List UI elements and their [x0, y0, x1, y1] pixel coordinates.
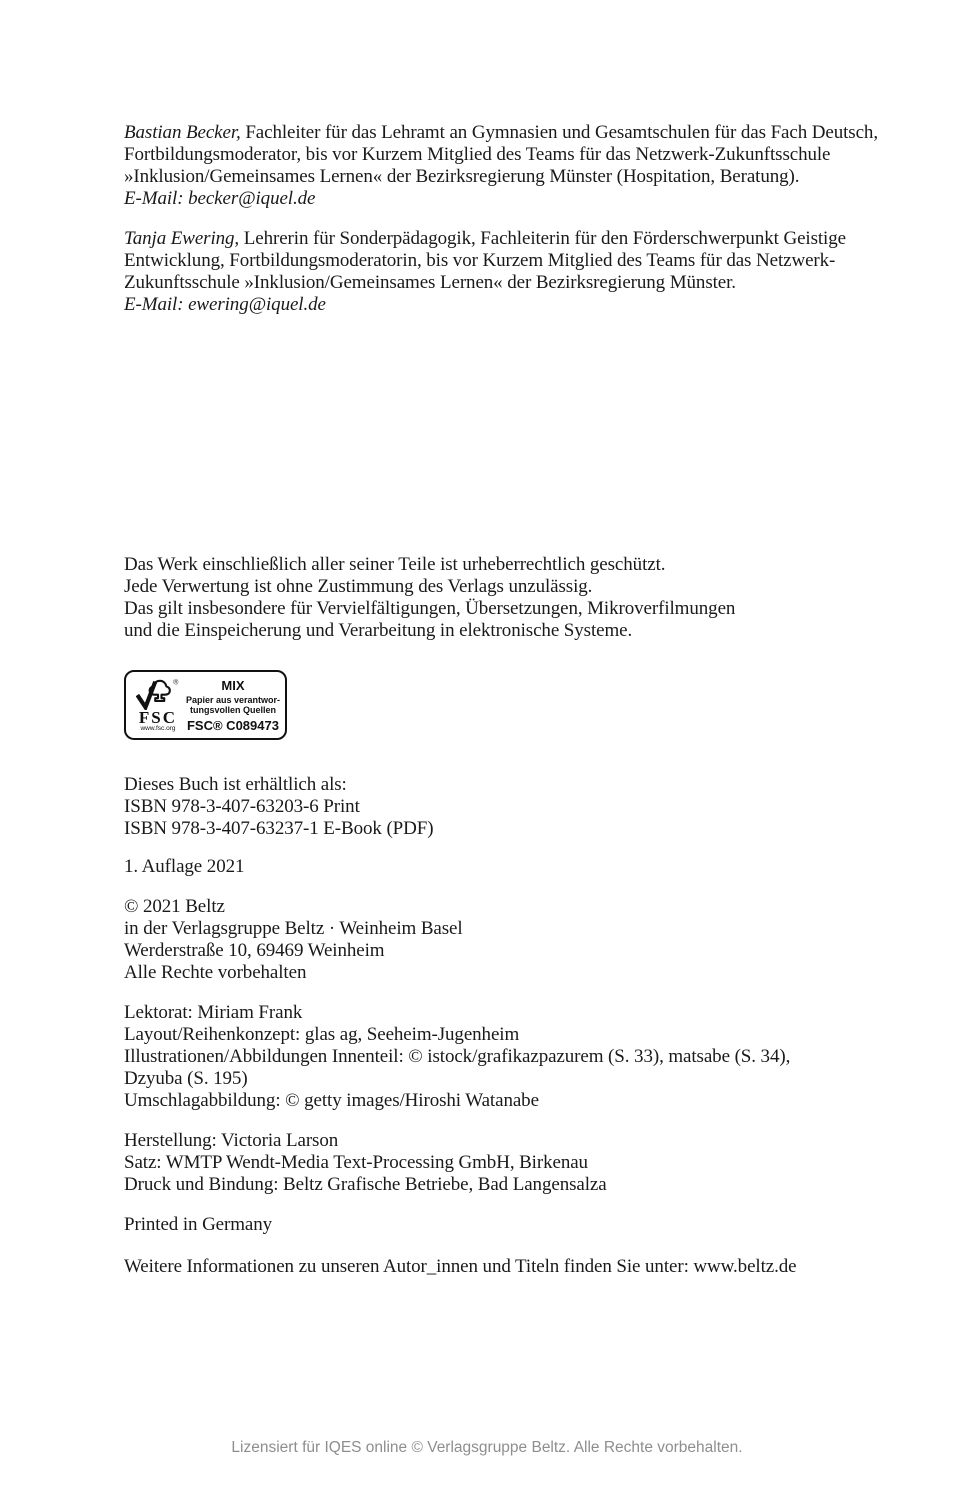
rights-notice-line: Das gilt insbesondere für Vervielfältigungen, Übersetzungen, Mikroverfilmungen	[124, 598, 736, 619]
license-footer: Lizensiert für IQES online © Verlagsgruppe Beltz. Alle Rechte vorbehalten.	[231, 1439, 743, 1456]
credits-block	[124, 1002, 950, 1112]
fsc-tree-checkmark-icon	[136, 678, 180, 710]
rights-notice-line: Jede Verwertung ist ohne Zustimmung des Verlags unzulässig.	[124, 576, 593, 597]
fsc-certification-label	[124, 670, 287, 740]
production-block	[124, 1130, 950, 1196]
registered-trademark-glyph: ®	[173, 679, 179, 687]
imprint-content	[124, 0, 950, 1278]
production-line: Satz: WMTP Wendt-Media Text-Processing GmbH, Birkenau	[124, 1152, 588, 1173]
fsc-grade: MIX	[221, 677, 245, 693]
fsc-description	[186, 695, 280, 715]
rights-notice-line: und die Einspeicherung und Verarbeitung in elektronische Systeme.	[124, 620, 633, 641]
fsc-certificate-number: FSC® C089473	[186, 717, 279, 733]
author-bio-line: »Inklusion/Gemeinsames Lernen« der Bezirksregierung Münster (Hospitation, Beratung).	[124, 166, 800, 187]
edition-note	[124, 856, 950, 878]
printed-in-note	[124, 1214, 950, 1236]
author-name: Tanja Ewering,	[124, 228, 240, 249]
author-email-text: E-Mail: ewering@iquel.de	[124, 294, 326, 315]
production-line: Druck und Bindung: Beltz Grafische Betriebe, Bad Langensalza	[124, 1174, 607, 1195]
author-email	[124, 188, 950, 210]
fsc-acronym: FSC	[138, 708, 178, 727]
author-email	[124, 294, 950, 316]
credits-line: Umschlagabbildung: © getty images/Hiroshi Watanabe	[124, 1090, 539, 1111]
availability-block	[124, 774, 950, 840]
publisher-line: in der Verlagsgruppe Beltz · Weinheim Basel	[124, 918, 463, 939]
isbn-print: ISBN 978-3-407-63203-6 Print	[124, 796, 360, 817]
author-bio-line: Zukunftsschule »Inklusion/Gemeinsames Lernen« der Bezirksregierung Münster.	[124, 272, 736, 293]
fsc-logo-block	[126, 678, 186, 732]
author-bio-line: Fortbildungsmoderator, bis vor Kurzem Mitglied des Teams für das Netzwerk-Zukunftsschule	[124, 144, 831, 165]
production-line: Herstellung: Victoria Larson	[124, 1130, 339, 1151]
printed-in-text: Printed in Germany	[124, 1214, 273, 1235]
author-paragraph-ewering	[124, 228, 950, 316]
author-paragraph-becker	[124, 122, 950, 210]
author-name: Bastian Becker,	[124, 122, 241, 143]
fsc-url: www.fsc.org	[140, 725, 176, 732]
author-bio-text: Lehrerin für Sonderpädagogik, Fachleiterin für den Förderschwerpunkt Geistige	[239, 228, 846, 249]
author-bio-line	[124, 122, 950, 144]
credits-line: Dzyuba (S. 195)	[124, 1068, 248, 1089]
author-bio-line: Entwicklung, Fortbildungsmoderatorin, bis vor Kurzem Mitglied des Teams für das Netzwerk-	[124, 250, 836, 271]
credits-line: Illustrationen/Abbildungen Innenteil: © istock/grafikazpazurem (S. 33), matsabe (S. 34),	[124, 1046, 791, 1067]
fsc-description-line: tungsvollen Quellen	[189, 704, 276, 715]
fsc-text-block	[186, 678, 285, 733]
author-email-text: E-Mail: becker@iquel.de	[124, 188, 316, 209]
more-info-text: Weitere Informationen zu unseren Autor_innen und Titeln finden Sie unter: www.beltz.de	[124, 1256, 797, 1277]
publisher-address: Werderstraße 10, 69469 Weinheim	[124, 940, 385, 961]
rights-notice	[124, 554, 950, 642]
rights-notice-line: Das Werk einschließlich aller seiner Teile ist urheberrechtlich geschützt.	[124, 554, 666, 575]
fsc-description-line: Papier aus verantwor-	[185, 694, 280, 705]
isbn-ebook: ISBN 978-3-407-63237-1 E-Book (PDF)	[124, 818, 434, 839]
publisher-imprint	[124, 896, 950, 984]
author-bio-text: Fachleiter für das Lehramt an Gymnasien und Gesamtschulen für das Fach Deutsch,	[240, 122, 878, 143]
credits-line: Layout/Reihenkonzept: glas ag, Seeheim-Jugenheim	[124, 1024, 520, 1045]
copyright-line: © 2021 Beltz	[124, 896, 225, 917]
credits-line: Lektorat: Miriam Frank	[124, 1002, 303, 1023]
edition-text: 1. Auflage 2021	[124, 856, 245, 877]
author-bio-line	[124, 228, 950, 250]
rights-reserved-line: Alle Rechte vorbehalten	[124, 962, 307, 983]
more-info-note	[124, 1256, 950, 1278]
availability-intro: Dieses Buch ist erhältlich als:	[124, 774, 347, 795]
